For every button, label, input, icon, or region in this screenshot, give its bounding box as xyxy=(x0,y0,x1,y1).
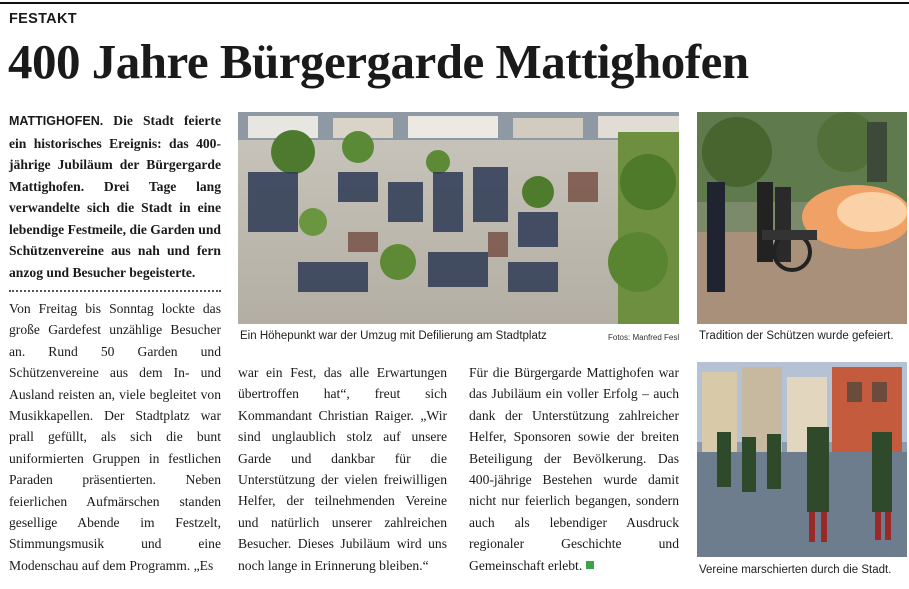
body-text-col1: Von Freitag bis Sonntag lockte das große Gardefest unzählige Besucher an. Rund 50 Garden und Schützenvereine aus dem In- und Ausland reisten an, viele begleitet von Musikkapellen. Der Stadtplatz war prall gefüllt, als sich die bunt uniformierten Gruppen in festlichen Paraden präsentierten. Neben feierlichen Aufmärschen standen gesellige Abende im Festzelt, Stimmungsmusik und eine Modenschau auf dem Programm. „Es xyxy=(9,301,221,573)
march-photo xyxy=(697,362,907,557)
column-3 xyxy=(469,362,679,576)
cannon-photo-caption: Tradition der Schützen wurde gefeiert. xyxy=(699,330,894,342)
photo-credit: Fotos: Manfred Fesl xyxy=(608,333,680,342)
section-kicker: FESTAKT xyxy=(9,11,77,27)
dotted-divider xyxy=(9,290,221,292)
main-photo-caption: Ein Höhepunkt war der Umzug mit Defilierung am Stadtplatz xyxy=(240,330,547,342)
cannon-photo xyxy=(697,112,907,324)
march-photo-caption: Vereine marschierten durch die Stadt. xyxy=(699,564,892,576)
lead-paragraph xyxy=(9,110,221,283)
headline: 400 Jahre Bürgergarde Mattighofen xyxy=(8,34,749,89)
body-text-col3-text: Für die Bürgergarde Mattighofen war das Jubiläum ein voller Erfolg – auch dank der Unterstützung zahlreicher Helfer, Sponsoren sowie der breiten Beteiligung der Bevölkerung. Das 400-jährige Bestehen wurde damit nicht nur feierlich begangen, sondern auch als lebendiger Ausdruck regionaler Geschichte und Gemeinschaft erlebt. xyxy=(469,365,679,573)
dateline: MATTIGHOFEN. xyxy=(9,114,104,128)
top-rule xyxy=(0,2,909,4)
column-2 xyxy=(238,362,447,576)
main-photo-parade xyxy=(238,112,679,324)
lead-text: Die Stadt feierte ein historisches Ereignis: das 400-jährige Jubiläum der Bürgergarde Mattighofen. Drei Tage lang verwandelte sich die Stadt in eine lebendige Festmeile, die Garden und Schützenvereine aus nah und fern anzog und Besucher begeisterte. xyxy=(9,113,221,280)
end-mark-icon xyxy=(586,561,594,569)
body-text-col3 xyxy=(469,362,679,576)
body-text-col2: war ein Fest, das alle Erwartungen übertroffen hat“, freut sich Kommandant Christian Raiger. „Wir sind unglaublich stolz auf unsere Garde und dankbar für die Unterstützung der vielen freiwilligen Helfer, der teilnehmenden Vereine und natürlich unserer zahlreichen Besucher. Dieses Jubiläum wird uns noch lange in Erinnerung bleiben.“ xyxy=(238,365,447,573)
column-1 xyxy=(9,110,221,576)
